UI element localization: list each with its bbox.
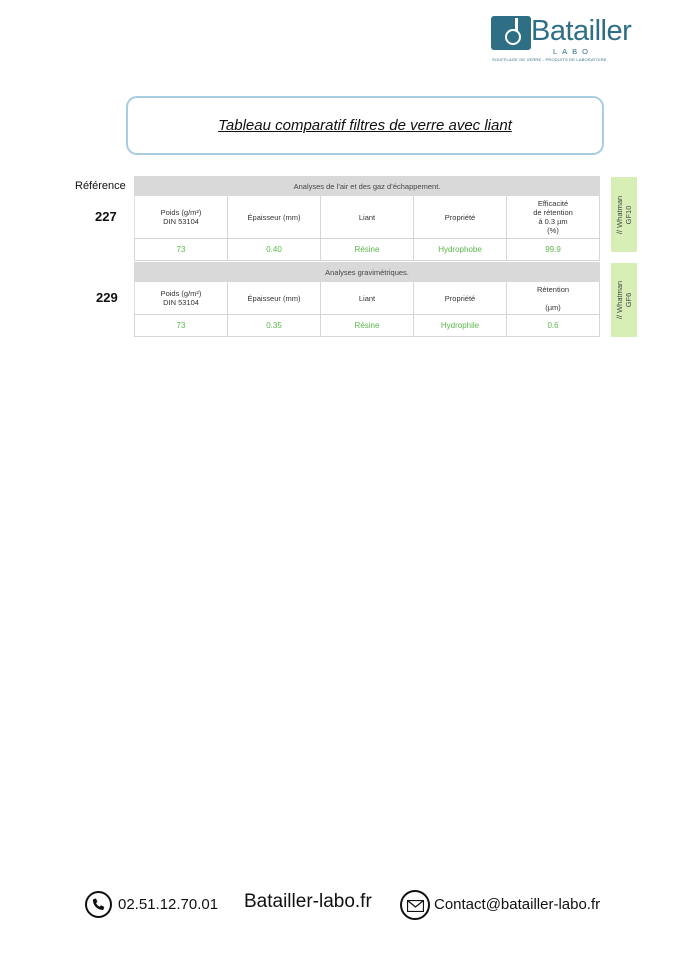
table-value-row (135, 315, 600, 337)
value-cell: Hydrophobe (414, 239, 507, 261)
side-tab-label: // Whatman GF10 (615, 195, 634, 234)
value-cell: 99.9 (507, 239, 600, 261)
band-label: Analyses gravimétriques. (135, 263, 600, 282)
title-box (126, 96, 604, 155)
header-cell: Poids (g/m²) DIN 53104 (135, 282, 228, 315)
value-cell: 73 (135, 239, 228, 261)
header-cell: Propriété (414, 282, 507, 315)
header-cell: Propriété (414, 196, 507, 239)
header-cell: Efficacité de rétention à 0.3 µm (%) (507, 196, 600, 239)
value-cell: Hydrophile (414, 315, 507, 337)
band-label: Analyses de l’air et des gaz d’échappement. (135, 177, 600, 196)
value-cell: 0.6 (507, 315, 600, 337)
reference-label: Référence (75, 180, 126, 192)
table-header-row (135, 282, 600, 315)
header-cell: Épaisseur (mm) (228, 196, 321, 239)
header-cell: Liant (321, 282, 414, 315)
page-title: Tableau comparatif filtres de verre avec liant (218, 117, 512, 134)
table-header-row (135, 196, 600, 239)
header-cell: Poids (g/m²) DIN 53104 (135, 196, 228, 239)
value-cell: 73 (135, 315, 228, 337)
spec-table-229 (134, 262, 600, 337)
mail-icon (400, 890, 430, 920)
header-cell: Rétention (µm) (507, 282, 600, 315)
value-cell: Résine (321, 239, 414, 261)
email-link[interactable]: Contact@batailler-labo.fr (434, 896, 601, 913)
brand-sub: LABO (553, 47, 594, 56)
phone-number[interactable]: 02.51.12.70.01 (118, 896, 219, 913)
website-link[interactable]: Batailler-labo.fr (244, 891, 372, 912)
company-logo (491, 14, 632, 62)
phone-icon (85, 891, 112, 918)
side-tab-gf6 (611, 263, 637, 337)
value-cell: 0.35 (228, 315, 321, 337)
table-value-row (135, 239, 600, 261)
contact-footer (0, 885, 678, 927)
header-cell: Liant (321, 196, 414, 239)
side-tab-gf10 (611, 177, 637, 252)
product-ref-229: 229 (96, 290, 118, 305)
value-cell: Résine (321, 315, 414, 337)
product-ref-227: 227 (95, 209, 117, 224)
brand-name: Batailler (531, 15, 632, 47)
side-tab-label: // Whatman GF6 (615, 280, 634, 320)
table-band-row (135, 177, 600, 196)
spec-table-227 (134, 176, 600, 261)
brand-tagline: SOUFFLAGE DE VERRE - PRODUITS DE LABORATOIRE (492, 57, 607, 62)
table-band-row (135, 263, 600, 282)
value-cell: 0.40 (228, 239, 321, 261)
header-cell: Épaisseur (mm) (228, 282, 321, 315)
flask-logo-icon (491, 16, 531, 50)
